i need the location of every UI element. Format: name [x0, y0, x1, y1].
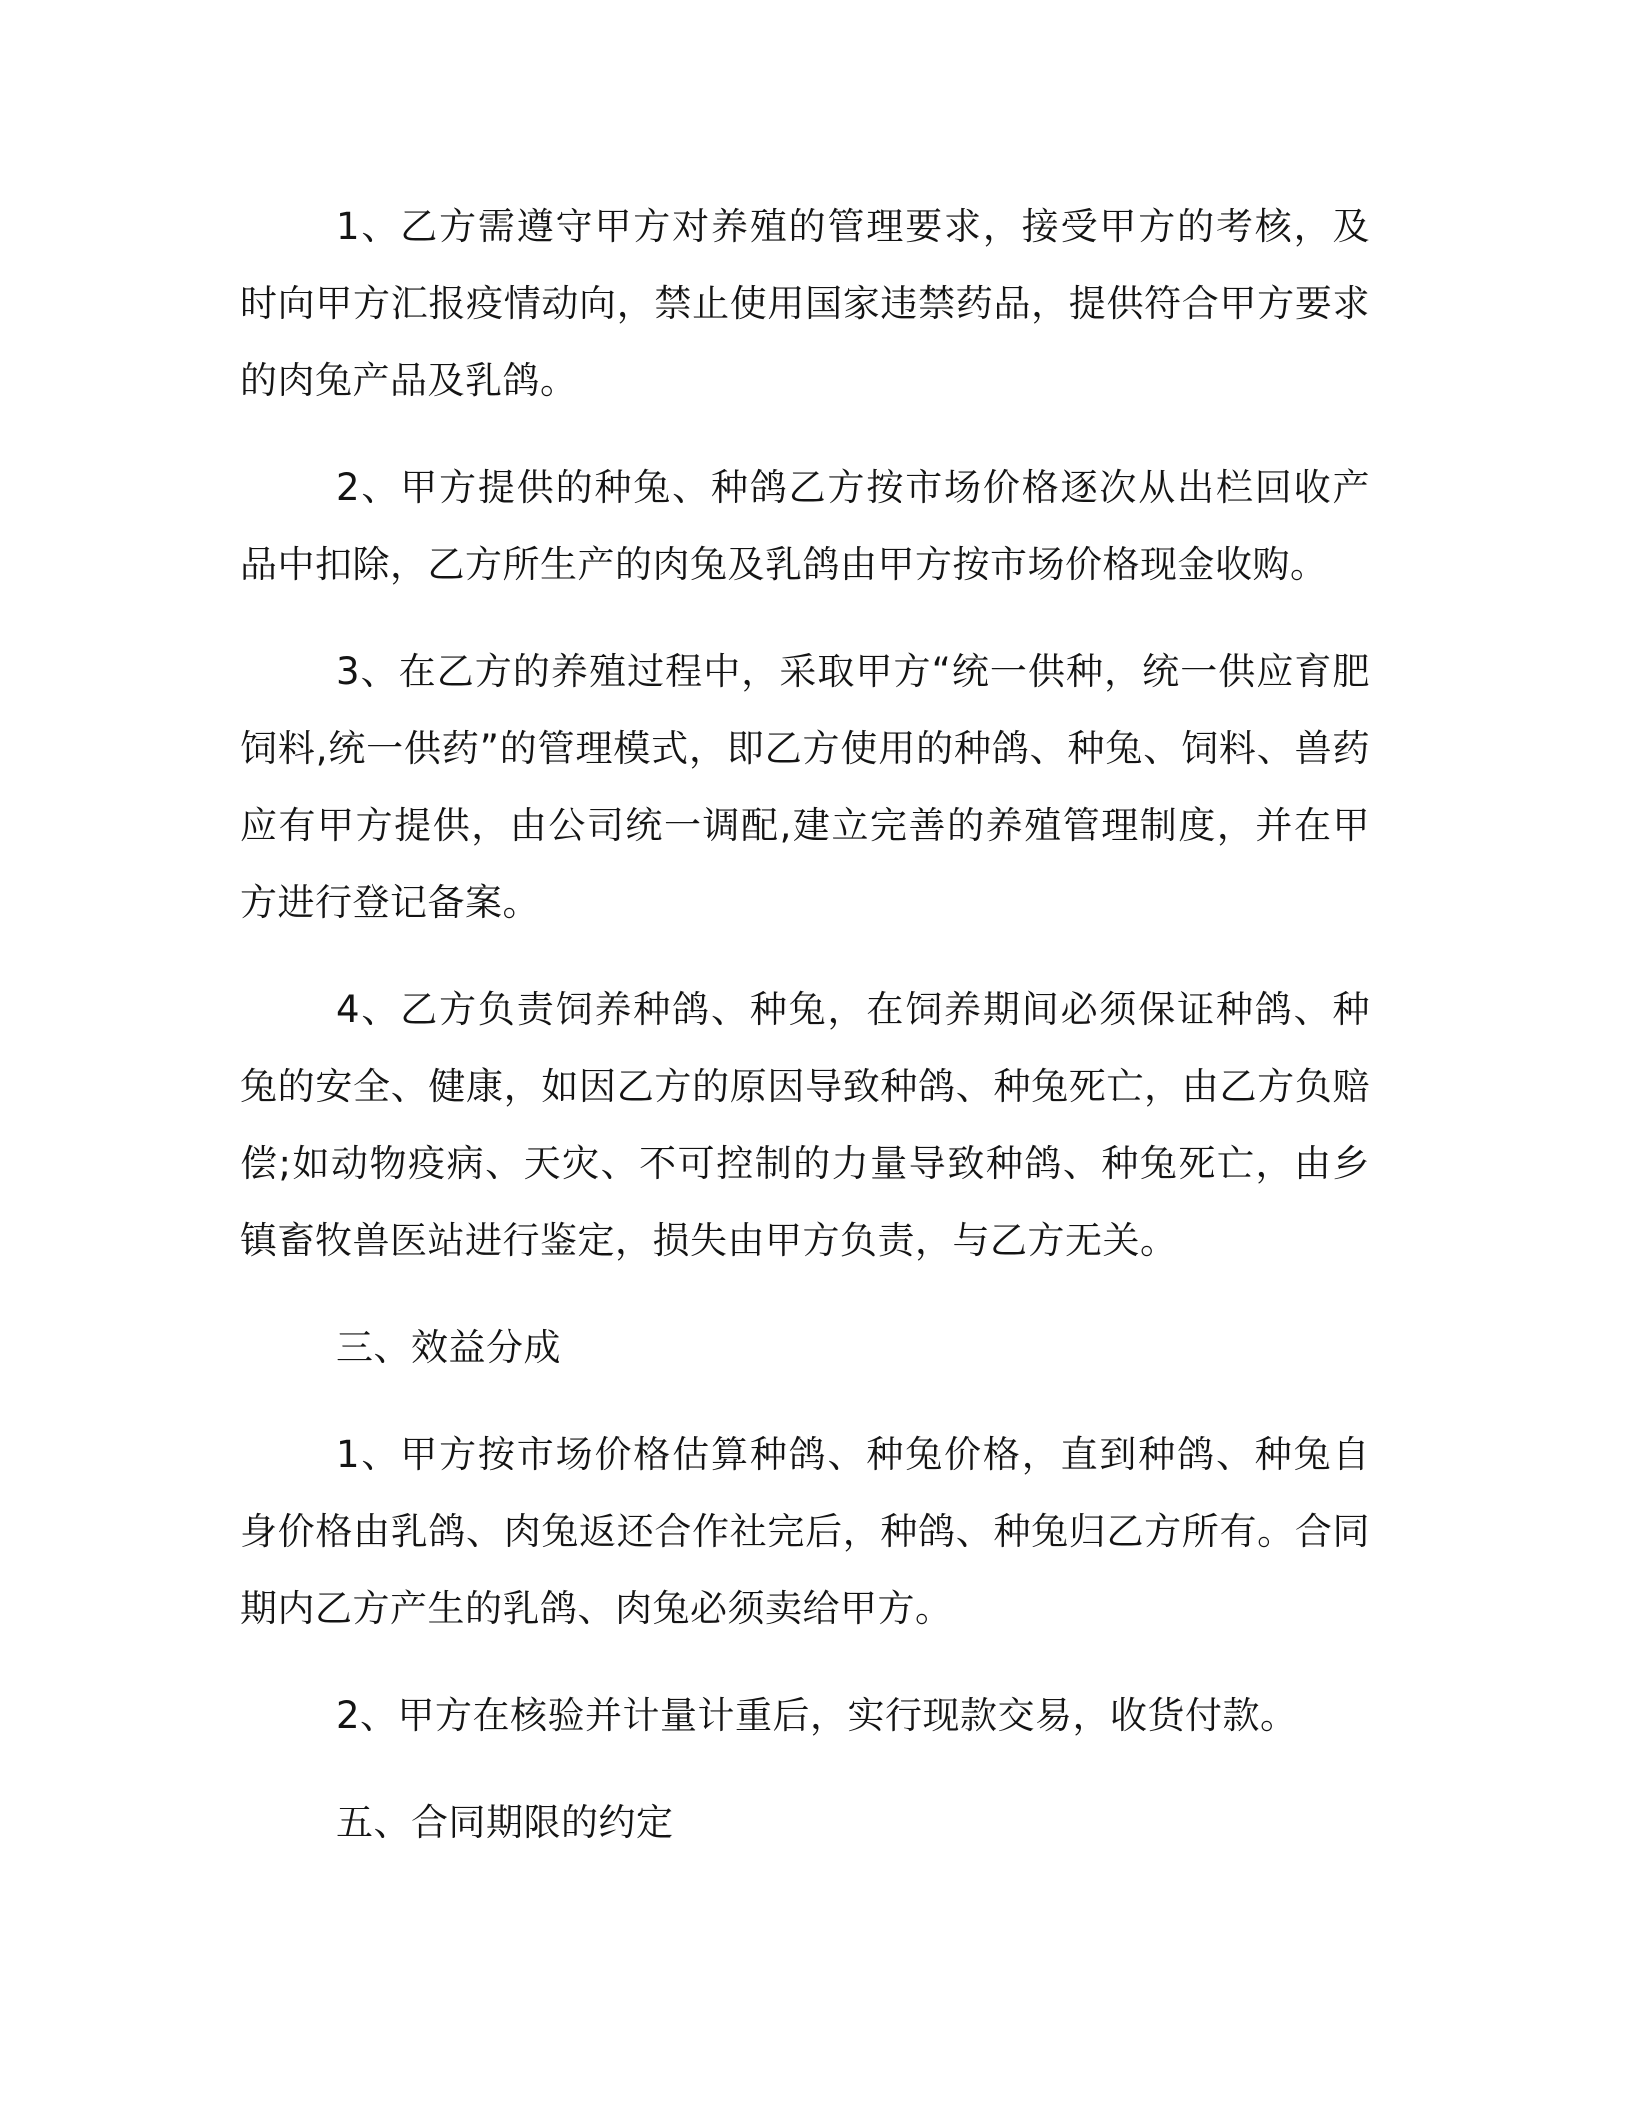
- paragraph-4: 4、乙方负责饲养种鸽、种兔，在饲养期间必须保证种鸽、种兔的安全、健康，如因乙方的原因导致种鸽、种兔死亡，由乙方负赔偿;如动物疫病、天灾、不可控制的力量导致种鸽、种兔死亡，由乡镇畜牧兽医站进行鉴定，损失由甲方负责，与乙方无关。: [240, 988, 1370, 1262]
- section-heading-benefit-sharing: 三、效益分成: [336, 1326, 561, 1369]
- paragraph-1: 1、乙方需遵守甲方对养殖的管理要求，接受甲方的考核，及时向甲方汇报疫情动向，禁止使用国家违禁药品，提供符合甲方要求的肉兔产品及乳鸽。: [240, 205, 1370, 402]
- document-body: [240, 188, 1370, 1861]
- benefit-paragraph-2: 2、甲方在核验并计量计重后，实行现款交易，收货付款。: [336, 1694, 1298, 1737]
- paragraph-3: 3、在乙方的养殖过程中，采取甲方“统一供种，统一供应育肥饲料,统一供药”的管理模式，即乙方使用的种鸽、种兔、饲料、兽药应有甲方提供，由公司统一调配,建立完善的养殖管理制度，并在甲方进行登记备案。: [240, 650, 1370, 924]
- benefit-paragraph-1: 1、甲方按市场价格估算种鸽、种兔价格，直到种鸽、种兔自身价格由乳鸽、肉兔返还合作社完后，种鸽、种兔归乙方所有。合同期内乙方产生的乳鸽、肉兔必须卖给甲方。: [240, 1433, 1370, 1630]
- paragraph-2: 2、甲方提供的种兔、种鸽乙方按市场价格逐次从出栏回收产品中扣除，乙方所生产的肉兔及乳鸽由甲方按市场价格现金收购。: [240, 466, 1370, 586]
- section-heading-contract-term: 五、合同期限的约定: [336, 1801, 674, 1844]
